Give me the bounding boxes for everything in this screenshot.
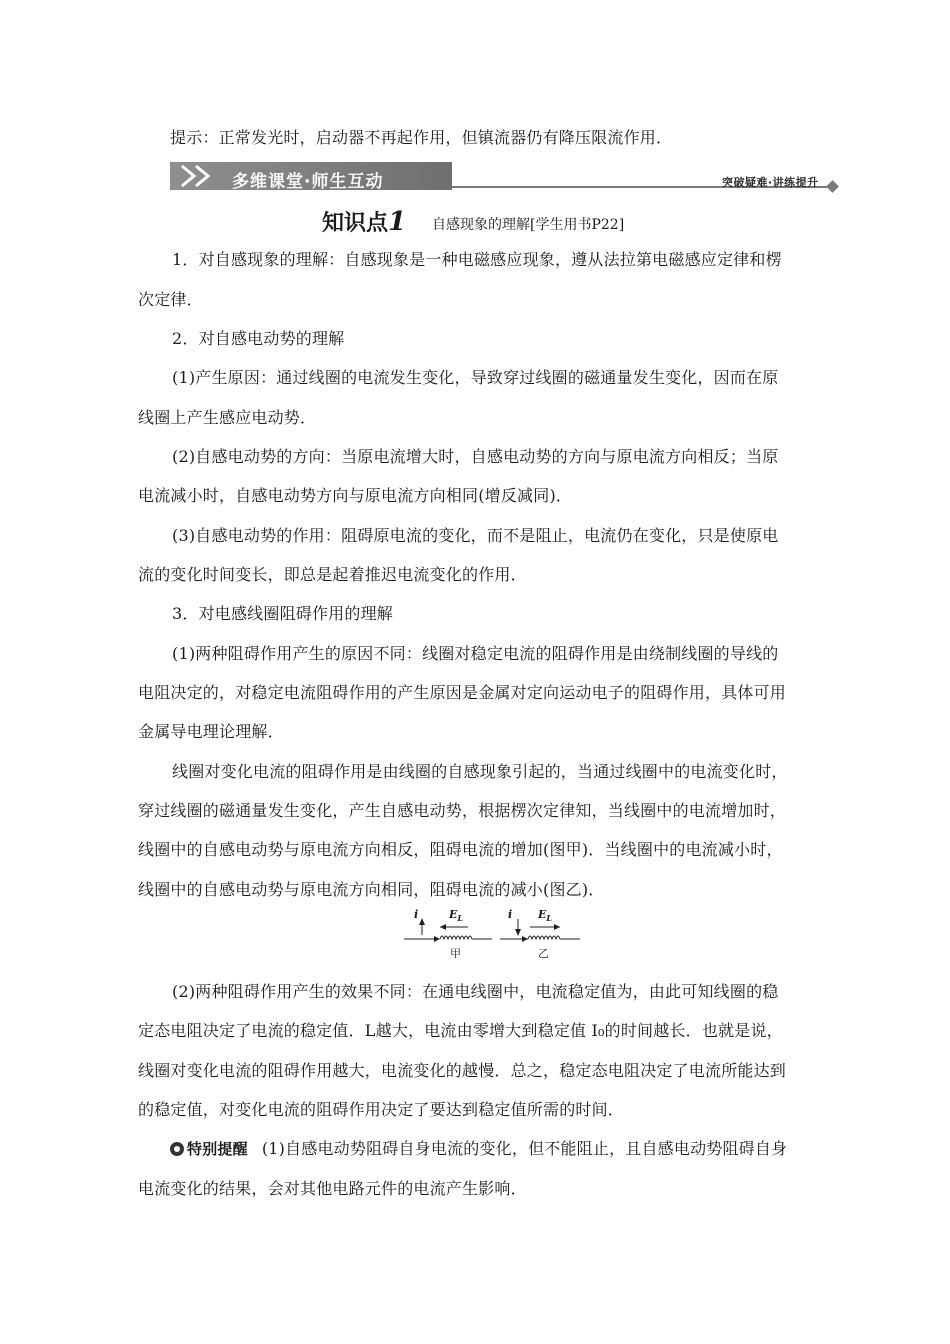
emf-subscript-left: L (457, 913, 464, 924)
figure-label-jia: 甲 (450, 947, 461, 960)
body-line: (2)两种阻碍作用产生的效果不同：在通电线圈中，电流稳定值为，由此可知线圈的稳 (172, 982, 779, 1001)
body-line: 线圈对变化电流的阻碍作用越大，电流变化的越慢．总之，稳定态电阻决定了电流所能达到 (138, 1061, 787, 1080)
body-line: 的稳定值，对变化电流的阻碍作用决定了要达到稳定值所需的时间． (138, 1100, 625, 1119)
knowledge-point-title (322, 206, 406, 237)
body-line: 线圈中的自感电动势与原电流方向相同，阻碍电流的减小(图乙)． (138, 880, 605, 899)
body-line: 1．对自感现象的理解：自感现象是一种电磁感应现象，遵从法拉第电磁感应定律和楞 (172, 250, 782, 269)
figure-label-yi: 乙 (538, 947, 549, 960)
emf-symbol-right: E (538, 908, 547, 921)
body-line: 定态电阻决定了电流的稳定值．L越大，电流由零增大到稳定值 I₀的时间越长．也就是说， (138, 1021, 783, 1040)
banner-title: 多维课堂·师生互动 (232, 172, 384, 192)
body-line: 电流减小时，自感电动势方向与原电流方向相同(增反减同)． (138, 486, 573, 505)
body-line: 线圈中的自感电动势与原电流方向相反，阻碍电流的增加(图甲)．当线圈中的电流减小时， (138, 840, 783, 859)
double-chevron-icon (178, 164, 222, 188)
knowledge-point-label: 知识点 (322, 211, 389, 236)
emf-subscript-right: L (546, 913, 553, 924)
body-line: (2)自感电动势的方向：当原电流增大时，自感电动势的方向与原电流方向相反；当原 (172, 447, 779, 466)
knowledge-point-number: 1 (388, 207, 407, 237)
body-line: 2．对自感电动势的理解 (172, 329, 345, 348)
body-line: 次定律． (138, 290, 203, 309)
current-symbol-right: i (508, 908, 513, 921)
knowledge-point-subtitle: 自感现象的理解[学生用书P22] (432, 217, 625, 233)
emf-symbol-left: E (449, 908, 458, 921)
body-line: 电阻决定的，对稳定电流阻碍作用的产生原因是金属对定向运动电子的阻碍作用，具体可用 (138, 683, 787, 702)
banner-right-label: 突破疑难·讲练提升 (722, 176, 819, 189)
emf-label-right (538, 908, 552, 923)
body-line: 穿过线圈的磁通量发生变化，产生自感电动势，根据楞次定律知，当线圈中的电流增加时， (138, 801, 787, 820)
inductor-figure (400, 905, 585, 963)
notice-label: 特别提醒 (187, 1140, 248, 1158)
body-line: 流的变化时间变长，即总是起着推迟电流变化的作用． (138, 565, 527, 584)
notice-text-1: (1)自感电动势阻碍自身电流的变化，但不能阻止，且自感电动势阻碍自身 (261, 1139, 788, 1158)
body-line: 线圈上产生感应电动势． (138, 408, 317, 427)
notice-icon (170, 1142, 184, 1156)
body-line: 线圈对变化电流的阻碍作用是由线圈的自感现象引起的，当通过线圈中的电流变化时， (172, 762, 788, 781)
current-symbol-left: i (414, 908, 419, 921)
body-line: 金属导电理论理解． (138, 722, 284, 741)
diamond-icon (826, 180, 839, 193)
emf-label-left (449, 908, 463, 923)
body-line: (1)两种阻碍作用产生的原因不同：线圈对稳定电流的阻碍作用是由绕制线圈的导线的 (172, 644, 779, 663)
inductor-diagram (400, 905, 585, 963)
hint-text: 提示：正常发光时，启动器不再起作用，但镇流器仍有降压限流作用． (170, 128, 673, 147)
body-line: (3)自感电动势的作用：阻碍原电流的变化，而不是阻止，电流仍在变化，只是使原电 (172, 526, 779, 545)
section-banner (170, 160, 460, 192)
notice-text-2: 电流变化的结果，会对其他电路元件的电流产生影响． (138, 1179, 527, 1198)
notice-line-1 (170, 1139, 787, 1159)
body-line: 3．对电感线圈阻碍作用的理解 (172, 604, 393, 623)
body-line: (1)产生原因：通过线圈的电流发生变化，导致穿过线圈的磁通量发生变化，因而在原 (172, 368, 779, 387)
